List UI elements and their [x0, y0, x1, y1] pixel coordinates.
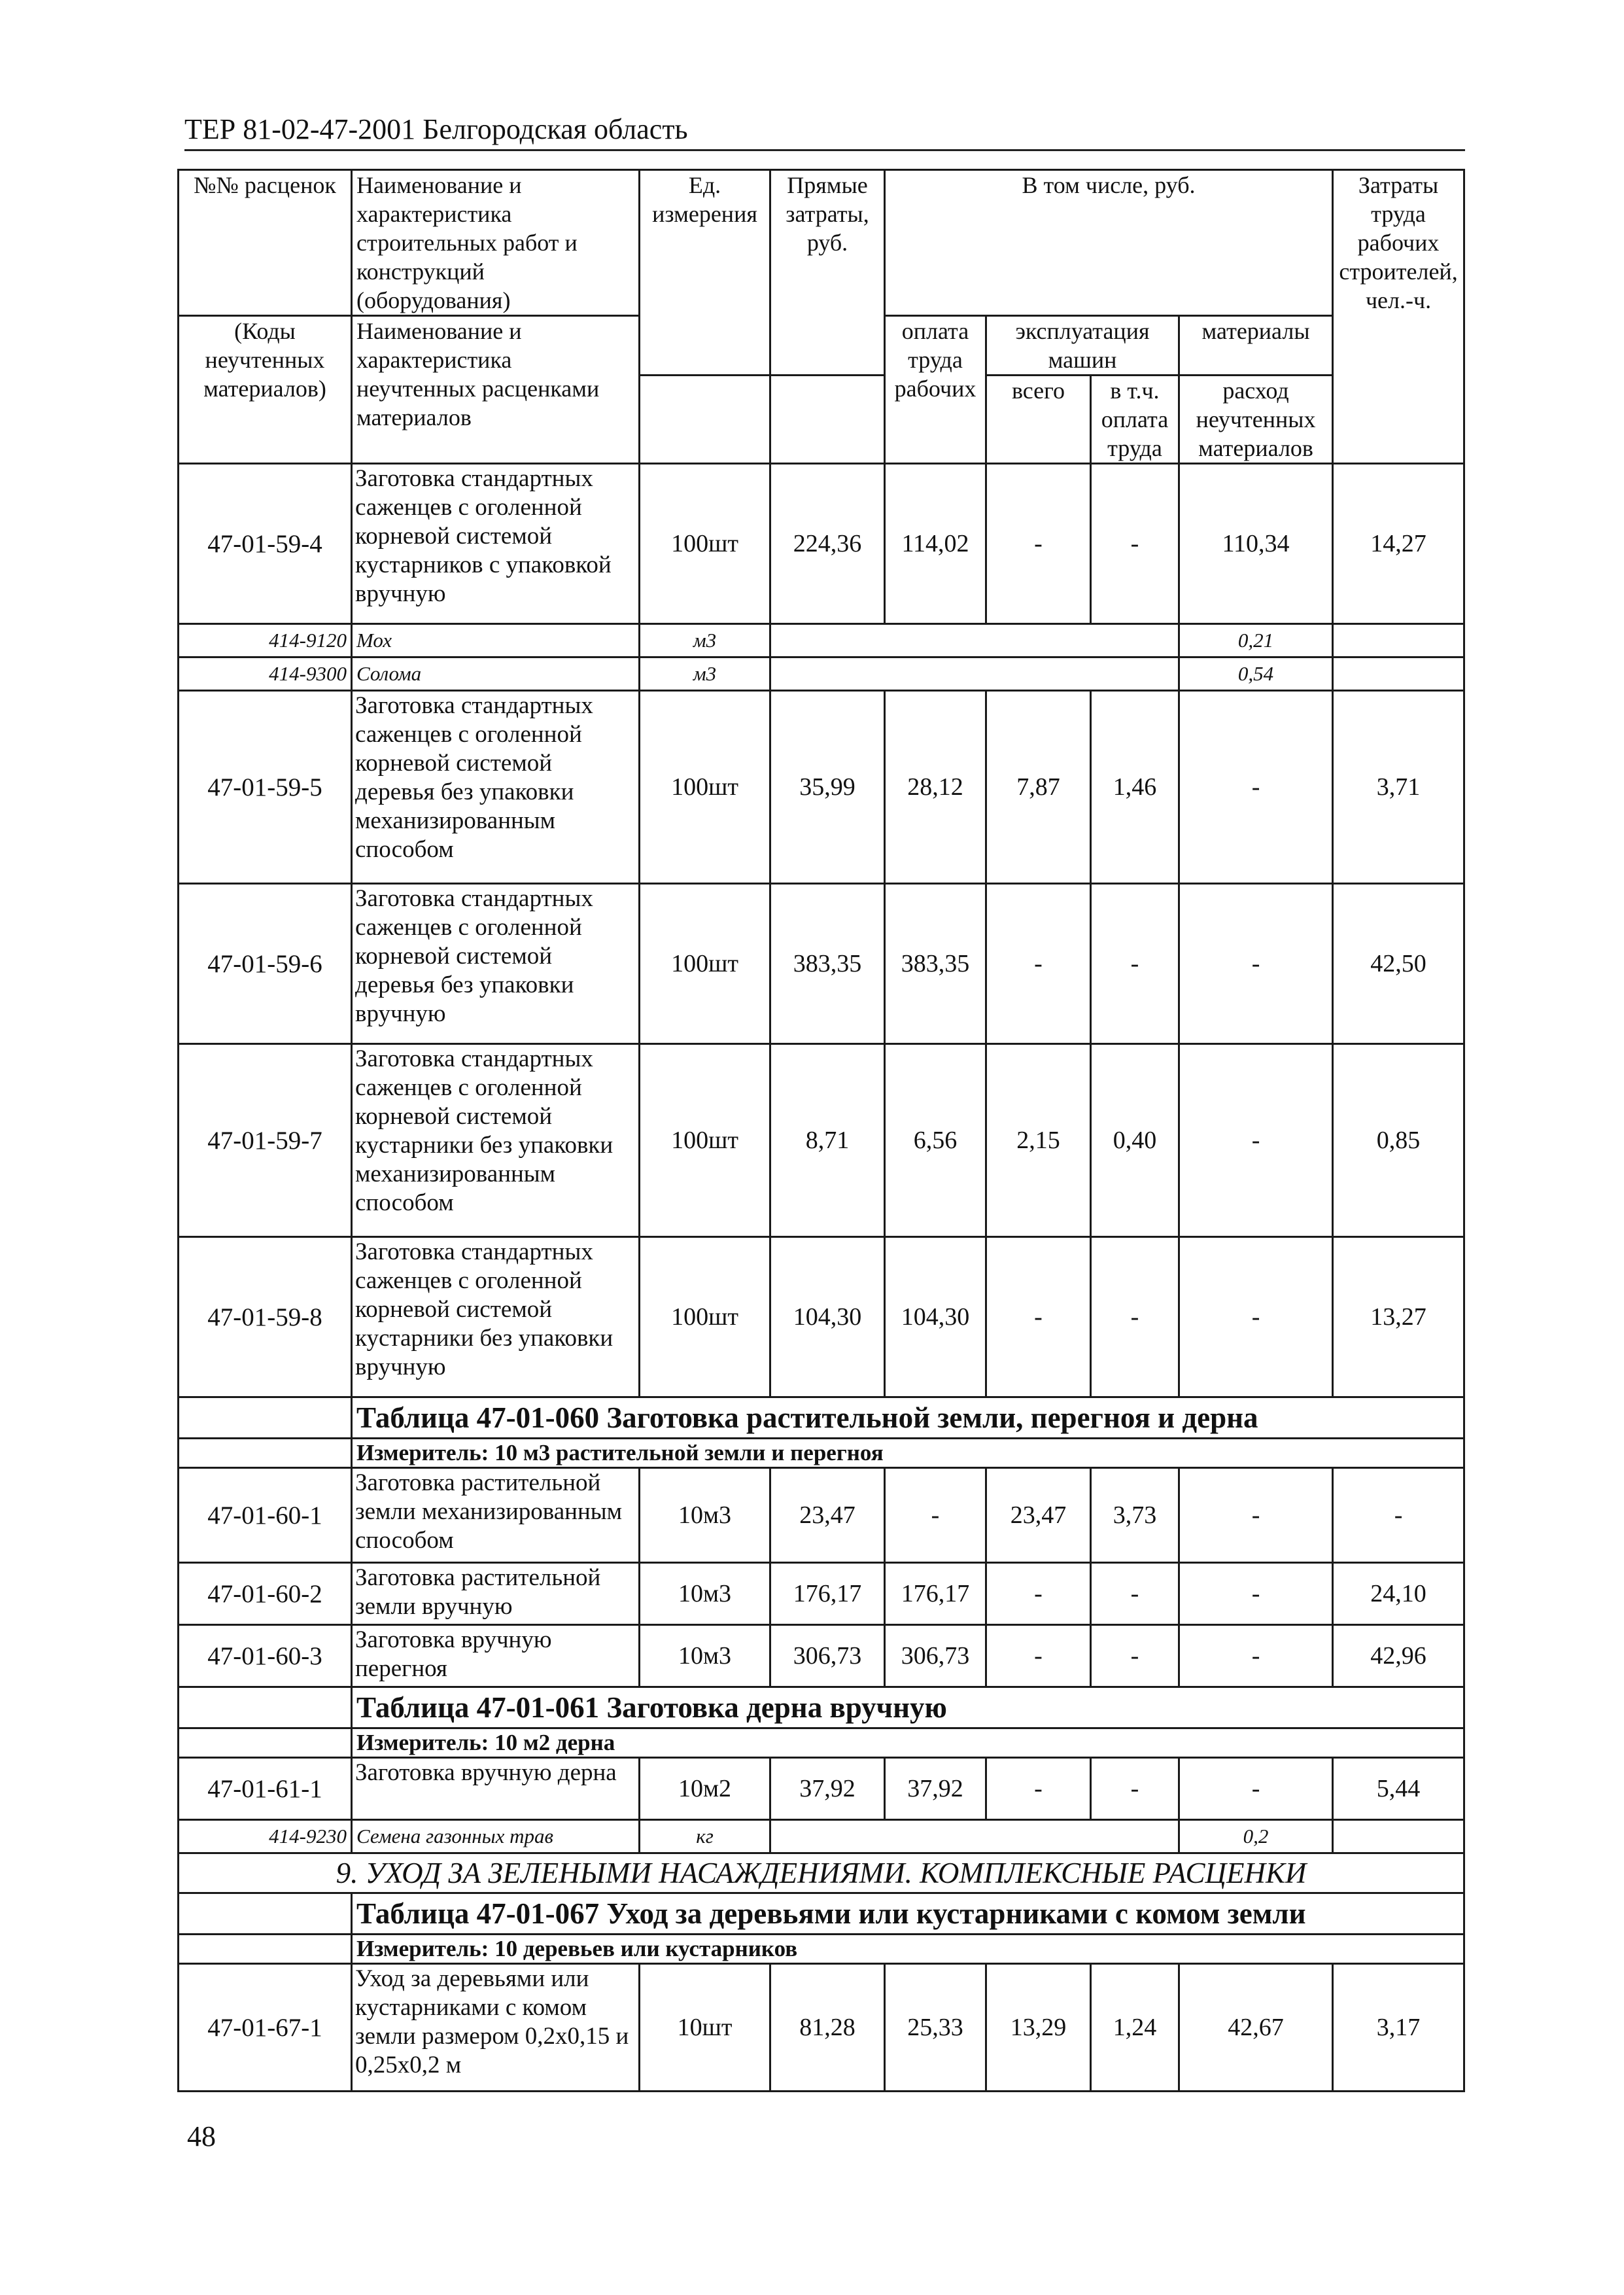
- measure-left: [179, 1935, 352, 1964]
- rate-unit: 100шт: [640, 884, 770, 1044]
- rate-name: Заготовка вручную дерна: [352, 1758, 640, 1820]
- rate-machines-labor: 3,73: [1091, 1468, 1179, 1563]
- rate-machines-total: -: [986, 1563, 1091, 1625]
- rate-row: [179, 464, 1464, 624]
- header-code-unaccounted: (Коды неучтенных материалов): [179, 316, 352, 464]
- header-name: Наименование и характеристика строительных работ и конструкций (оборудования): [352, 170, 640, 316]
- rate-unit: 10м3: [640, 1625, 770, 1687]
- rate-machines-total: -: [986, 1625, 1091, 1687]
- rate-direct-cost: 8,71: [770, 1044, 885, 1237]
- rate-code: 47-01-60-3: [179, 1625, 352, 1687]
- material-empty: [770, 657, 1179, 691]
- header-machines-total: всего: [986, 376, 1091, 464]
- rate-machines-labor: 0,40: [1091, 1044, 1179, 1237]
- rate-row: [179, 1758, 1464, 1820]
- rate-machines-labor: -: [1091, 1563, 1179, 1625]
- material-name: Солома: [352, 657, 640, 691]
- rate-row: [179, 1563, 1464, 1625]
- measure-left: [179, 1439, 352, 1468]
- table-title-left: [179, 1893, 352, 1935]
- rate-materials: -: [1179, 1468, 1333, 1563]
- header-direct: Прямые затраты, руб.: [770, 170, 885, 376]
- rate-unit: 100шт: [640, 1237, 770, 1397]
- rate-code: 47-01-59-8: [179, 1237, 352, 1397]
- rate-code: 47-01-59-6: [179, 884, 352, 1044]
- rate-direct-cost: 306,73: [770, 1625, 885, 1687]
- rate-machines-labor: 1,46: [1091, 691, 1179, 884]
- material-row: [179, 1820, 1464, 1853]
- rate-labor-hours: 0,85: [1333, 1044, 1464, 1237]
- rate-machines-total: -: [986, 1237, 1091, 1397]
- rate-machines-total: 7,87: [986, 691, 1091, 884]
- material-name: Мох: [352, 624, 640, 657]
- measure-text: Измеритель: 10 м3 растительной земли и перегноя: [352, 1439, 1464, 1468]
- rate-labor-pay: 28,12: [885, 691, 986, 884]
- material-empty-last: [1333, 1820, 1464, 1853]
- rate-machines-labor: -: [1091, 464, 1179, 624]
- material-empty-last: [1333, 624, 1464, 657]
- rate-materials: -: [1179, 1625, 1333, 1687]
- rate-labor-pay: 383,35: [885, 884, 986, 1044]
- header-including: В том числе, руб.: [885, 170, 1333, 316]
- rate-materials: -: [1179, 1044, 1333, 1237]
- table-title: Таблица 47-01-067 Уход за деревьями или кустарниками с комом земли: [352, 1893, 1464, 1935]
- table-body: [179, 170, 1464, 2092]
- measure-row: [179, 1728, 1464, 1758]
- rate-unit: 10м2: [640, 1758, 770, 1820]
- rate-direct-cost: 23,47: [770, 1468, 885, 1563]
- material-code: 414-9120: [179, 624, 352, 657]
- rate-materials: 42,67: [1179, 1964, 1333, 2092]
- material-empty-last: [1333, 657, 1464, 691]
- material-amount: 0,54: [1179, 657, 1333, 691]
- rate-name: Заготовка растительной земли вручную: [352, 1563, 640, 1625]
- rate-labor-pay: 37,92: [885, 1758, 986, 1820]
- material-empty: [770, 1820, 1179, 1853]
- rate-machines-labor: -: [1091, 1625, 1179, 1687]
- table-title-row: [179, 1893, 1464, 1935]
- material-row: [179, 657, 1464, 691]
- rate-machines-total: -: [986, 464, 1091, 624]
- rate-labor-hours: 3,71: [1333, 691, 1464, 884]
- table-title: Таблица 47-01-061 Заготовка дерна вручную: [352, 1687, 1464, 1728]
- rate-unit: 10м3: [640, 1468, 770, 1563]
- rate-labor-hours: 42,96: [1333, 1625, 1464, 1687]
- rate-code: 47-01-67-1: [179, 1964, 352, 2092]
- rate-code: 47-01-59-5: [179, 691, 352, 884]
- rate-machines-total: 13,29: [986, 1964, 1091, 2092]
- rate-row: [179, 1625, 1464, 1687]
- rate-code: 47-01-59-7: [179, 1044, 352, 1237]
- header-unit: Ед. измерения: [640, 170, 770, 376]
- rate-labor-pay: 6,56: [885, 1044, 986, 1237]
- material-unit: м3: [640, 657, 770, 691]
- rate-name: Заготовка вручную перегноя: [352, 1625, 640, 1687]
- measure-left: [179, 1728, 352, 1758]
- header-labor-pay: оплата труда рабочих: [885, 316, 986, 464]
- rate-machines-total: 2,15: [986, 1044, 1091, 1237]
- rate-direct-cost: 176,17: [770, 1563, 885, 1625]
- material-code: 414-9300: [179, 657, 352, 691]
- header-materials: материалы: [1179, 316, 1333, 376]
- rate-labor-hours: 42,50: [1333, 884, 1464, 1044]
- material-amount: 0,2: [1179, 1820, 1333, 1853]
- rate-machines-labor: -: [1091, 1237, 1179, 1397]
- rate-direct-cost: 383,35: [770, 884, 885, 1044]
- rate-code: 47-01-60-2: [179, 1563, 352, 1625]
- rate-labor-hours: -: [1333, 1468, 1464, 1563]
- rate-row: [179, 1237, 1464, 1397]
- rate-unit: 100шт: [640, 1044, 770, 1237]
- rates-table: [177, 169, 1465, 2092]
- measure-text: Измеритель: 10 м2 дерна: [352, 1728, 1464, 1758]
- rate-name: Уход за деревьями или кустарниками с комом земли размером 0,2х0,15 и 0,25х0,2 м: [352, 1964, 640, 2092]
- rate-machines-labor: 1,24: [1091, 1964, 1179, 2092]
- rate-direct-cost: 37,92: [770, 1758, 885, 1820]
- rate-row: [179, 1468, 1464, 1563]
- rate-code: 47-01-59-4: [179, 464, 352, 624]
- rate-name: Заготовка стандартных саженцев с оголенной корневой системой деревья без упаковки механизированным способом: [352, 691, 640, 884]
- rate-name: Заготовка стандартных саженцев с оголенной корневой системой кустарников с упаковкой вручную: [352, 464, 640, 624]
- header-direct-blank: [770, 376, 885, 464]
- section-row: [179, 1853, 1464, 1893]
- table-title-row: [179, 1687, 1464, 1728]
- material-unit: кг: [640, 1820, 770, 1853]
- material-name: Семена газонных трав: [352, 1820, 640, 1853]
- rate-name: Заготовка стандартных саженцев с оголенной корневой системой кустарники без упаковки механизированным способом: [352, 1044, 640, 1237]
- rate-materials: -: [1179, 691, 1333, 884]
- material-unit: м3: [640, 624, 770, 657]
- header-machines-labor: в т.ч. оплата труда: [1091, 376, 1179, 464]
- rate-labor-pay: -: [885, 1468, 986, 1563]
- rate-name: Заготовка стандартных саженцев с оголенной корневой системой кустарники без упаковки вручную: [352, 1237, 640, 1397]
- rate-labor-pay: 104,30: [885, 1237, 986, 1397]
- header-labor-cost: Затраты труда рабочих строителей, чел.-ч.: [1333, 170, 1464, 464]
- measure-row: [179, 1439, 1464, 1468]
- header-machines: эксплуатация машин: [986, 316, 1179, 376]
- rate-machines-total: 23,47: [986, 1468, 1091, 1563]
- rate-row: [179, 691, 1464, 884]
- material-code: 414-9230: [179, 1820, 352, 1853]
- rate-labor-hours: 3,17: [1333, 1964, 1464, 2092]
- material-amount: 0,21: [1179, 624, 1333, 657]
- rate-direct-cost: 35,99: [770, 691, 885, 884]
- rate-direct-cost: 104,30: [770, 1237, 885, 1397]
- rate-name: Заготовка растительной земли механизированным способом: [352, 1468, 640, 1563]
- rate-materials: -: [1179, 1237, 1333, 1397]
- rate-labor-pay: 25,33: [885, 1964, 986, 2092]
- measure-row: [179, 1935, 1464, 1964]
- rate-materials: 110,34: [1179, 464, 1333, 624]
- rate-code: 47-01-60-1: [179, 1468, 352, 1563]
- header-unit-blank: [640, 376, 770, 464]
- rate-unit: 10м3: [640, 1563, 770, 1625]
- rate-machines-total: -: [986, 1758, 1091, 1820]
- rate-direct-cost: 224,36: [770, 464, 885, 624]
- page-number: 48: [187, 2120, 216, 2152]
- rate-materials: -: [1179, 1758, 1333, 1820]
- table-title-left: [179, 1397, 352, 1439]
- rate-labor-hours: 14,27: [1333, 464, 1464, 624]
- table-title-left: [179, 1687, 352, 1728]
- rate-row: [179, 1964, 1464, 2092]
- material-row: [179, 624, 1464, 657]
- rate-labor-pay: 114,02: [885, 464, 986, 624]
- rate-labor-hours: 13,27: [1333, 1237, 1464, 1397]
- rate-unit: 100шт: [640, 691, 770, 884]
- header-row-1: [179, 170, 1464, 316]
- rate-labor-hours: 5,44: [1333, 1758, 1464, 1820]
- rate-unit: 10шт: [640, 1964, 770, 2092]
- rate-machines-total: -: [986, 884, 1091, 1044]
- rate-direct-cost: 81,28: [770, 1964, 885, 2092]
- material-empty: [770, 624, 1179, 657]
- rate-labor-pay: 306,73: [885, 1625, 986, 1687]
- rate-machines-labor: -: [1091, 884, 1179, 1044]
- rate-labor-pay: 176,17: [885, 1563, 986, 1625]
- measure-text: Измеритель: 10 деревьев или кустарников: [352, 1935, 1464, 1964]
- section-title: 9. УХОД ЗА ЗЕЛЕНЫМИ НАСАЖДЕНИЯМИ. КОМПЛЕКСНЫЕ РАСЦЕНКИ: [179, 1853, 1464, 1893]
- rate-row: [179, 884, 1464, 1044]
- rate-code: 47-01-61-1: [179, 1758, 352, 1820]
- table-title: Таблица 47-01-060 Заготовка растительной земли, перегноя и дерна: [352, 1397, 1464, 1439]
- rate-row: [179, 1044, 1464, 1237]
- document-header: ТЕР 81-02-47-2001 Белгородская область: [184, 110, 1465, 151]
- header-name-unaccounted: Наименование и характеристика неучтенных расценками материалов: [352, 316, 640, 464]
- table-title-row: [179, 1397, 1464, 1439]
- rate-name: Заготовка стандартных саженцев с оголенной корневой системой деревья без упаковки вручную: [352, 884, 640, 1044]
- rate-machines-labor: -: [1091, 1758, 1179, 1820]
- header-materials-unaccounted: расход неучтенных материалов: [1179, 376, 1333, 464]
- header-code: №№ расценок: [179, 170, 352, 316]
- rate-materials: -: [1179, 1563, 1333, 1625]
- rate-unit: 100шт: [640, 464, 770, 624]
- rate-labor-hours: 24,10: [1333, 1563, 1464, 1625]
- rate-materials: -: [1179, 884, 1333, 1044]
